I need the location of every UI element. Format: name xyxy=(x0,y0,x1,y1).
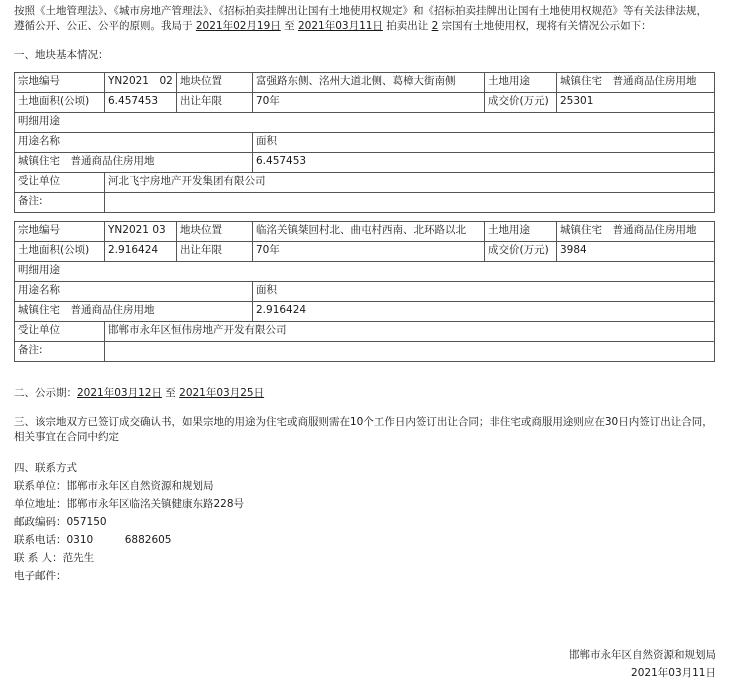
parcel-no-value: YN2021 03 xyxy=(105,221,177,241)
location-value: 临洺关镇桀回村北、曲屯村西南、北环路以北 xyxy=(253,221,485,241)
contact-person: 联 系 人：范先生 xyxy=(14,552,95,565)
publicity-start-date: 2021年03月12日 xyxy=(77,386,162,399)
table-row xyxy=(15,152,715,172)
price-value: 3984 xyxy=(557,241,715,261)
detail-use-label: 明细用途 xyxy=(15,112,715,132)
contact-postcode: 邮政编码：057150 xyxy=(14,516,107,529)
assignee-label: 受让单位 xyxy=(15,321,105,341)
intro-paragraph xyxy=(14,4,714,34)
location-label: 地块位置 xyxy=(177,72,253,92)
price-label: 成交价(万元) xyxy=(485,241,557,261)
parcel-table-2 xyxy=(14,221,715,362)
announcement-document xyxy=(14,0,714,585)
table-row xyxy=(15,92,715,112)
term-label: 出让年限 xyxy=(177,92,253,112)
table-row xyxy=(15,172,715,192)
auction-end-date: 2021年03月11日 xyxy=(297,20,383,33)
assignee-value: 河北飞宇房地产开发集团有限公司 xyxy=(105,172,715,192)
land-use-value: 城镇住宅 普通商品住房用地 xyxy=(557,221,715,241)
term-label: 出让年限 xyxy=(177,241,253,261)
table-row xyxy=(15,301,715,321)
table-row xyxy=(15,72,715,92)
section4-contact xyxy=(14,459,714,585)
section2-label: 二、公示期： xyxy=(14,386,77,399)
assignee-label: 受让单位 xyxy=(15,172,105,192)
land-use-label: 土地用途 xyxy=(485,221,557,241)
remarks-value xyxy=(105,192,715,212)
intro-text: 按照《土地管理法》、《城市房地产管理法》、《招标拍卖挂牌出让国有土地使用权规定》和《招标拍卖挂牌出让国有土地使用权规范》等有关法律法规，遵循公开、公正、公平的原则。我局于 xyxy=(14,5,707,33)
parcel-no-label: 宗地编号 xyxy=(15,72,105,92)
assignee-value: 邯郸市永年区恒伟房地产开发有限公司 xyxy=(105,321,715,341)
section2-publicity-period xyxy=(14,386,714,401)
table-row xyxy=(15,221,715,241)
contact-heading: 四、联系方式 xyxy=(14,462,77,475)
table-row xyxy=(15,281,715,301)
auction-start-date: 2021年02月19日 xyxy=(195,20,281,33)
land-use-value: 城镇住宅 普通商品住房用地 xyxy=(557,72,715,92)
intro-to: 至 xyxy=(284,20,295,33)
intro-closing-text: 宗国有土地使用权，现将有关情况公示如下： xyxy=(441,20,652,33)
location-label: 地块位置 xyxy=(177,221,253,241)
signature-date: 2021年03月11日 xyxy=(631,667,716,679)
table-row xyxy=(15,321,715,341)
table-row xyxy=(15,341,715,361)
table-row xyxy=(15,261,715,281)
area-header: 面积 xyxy=(253,132,715,152)
remarks-label: 备注: xyxy=(15,341,105,361)
land-use-label: 土地用途 xyxy=(485,72,557,92)
remarks-label: 备注: xyxy=(15,192,105,212)
table-row xyxy=(15,241,715,261)
signature-block xyxy=(569,646,716,682)
publicity-end-date: 2021年03月25日 xyxy=(179,386,265,399)
area-header: 面积 xyxy=(253,281,715,301)
detail-use-label: 明细用途 xyxy=(15,261,715,281)
term-value: 70年 xyxy=(253,92,485,112)
area-label: 土地面积(公顷) xyxy=(15,92,105,112)
area-value: 6.457453 xyxy=(105,92,177,112)
parcel-no-value: YN2021 02 xyxy=(105,72,177,92)
parcel-no-label: 宗地编号 xyxy=(15,221,105,241)
location-value: 富强路东侧、洺州大道北侧、葛樟大街南侧 xyxy=(253,72,485,92)
table-row xyxy=(15,192,715,212)
section1-heading: 一、地块基本情况： xyxy=(14,49,109,62)
table-row xyxy=(15,112,715,132)
area-value: 2.916424 xyxy=(105,241,177,261)
price-label: 成交价(万元) xyxy=(485,92,557,112)
section2-to: 至 xyxy=(165,386,176,399)
area-label: 土地面积(公顷) xyxy=(15,241,105,261)
term-value: 70年 xyxy=(253,241,485,261)
contact-unit: 联系单位：邯郸市永年区自然资源和规划局 xyxy=(14,480,214,493)
detail-area-value: 2.916424 xyxy=(253,301,715,321)
detail-use-name-value: 城镇住宅 普通商品住房用地 xyxy=(15,152,253,172)
detail-use-name-value: 城镇住宅 普通商品住房用地 xyxy=(15,301,253,321)
contact-phone: 联系电话：0310 6882605 xyxy=(14,534,172,547)
detail-area-value: 6.457453 xyxy=(253,152,715,172)
parcel-count: 2 xyxy=(431,20,439,33)
remarks-value xyxy=(105,341,715,361)
contact-address: 单位地址：邯郸市永年区临洺关镇健康东路228号 xyxy=(14,498,245,511)
table-row xyxy=(15,132,715,152)
price-value: 25301 xyxy=(557,92,715,112)
use-name-label: 用途名称 xyxy=(15,132,253,152)
use-name-label: 用途名称 xyxy=(15,281,253,301)
signature-org: 邯郸市永年区自然资源和规划局 xyxy=(569,649,716,661)
intro-auction-text: 拍卖出让 xyxy=(386,20,429,33)
contact-email: 电子邮件： xyxy=(14,570,67,583)
parcel-table-1 xyxy=(14,72,715,213)
section3-contract-note: 三、该宗地双方已签订成交确认书，如果宗地的用途为住宅或商服则需在10个工作日内签订出让合同；非住宅或商服用途则应在30日内签订出让合同，相关事宜在合同中约定 xyxy=(14,415,713,444)
